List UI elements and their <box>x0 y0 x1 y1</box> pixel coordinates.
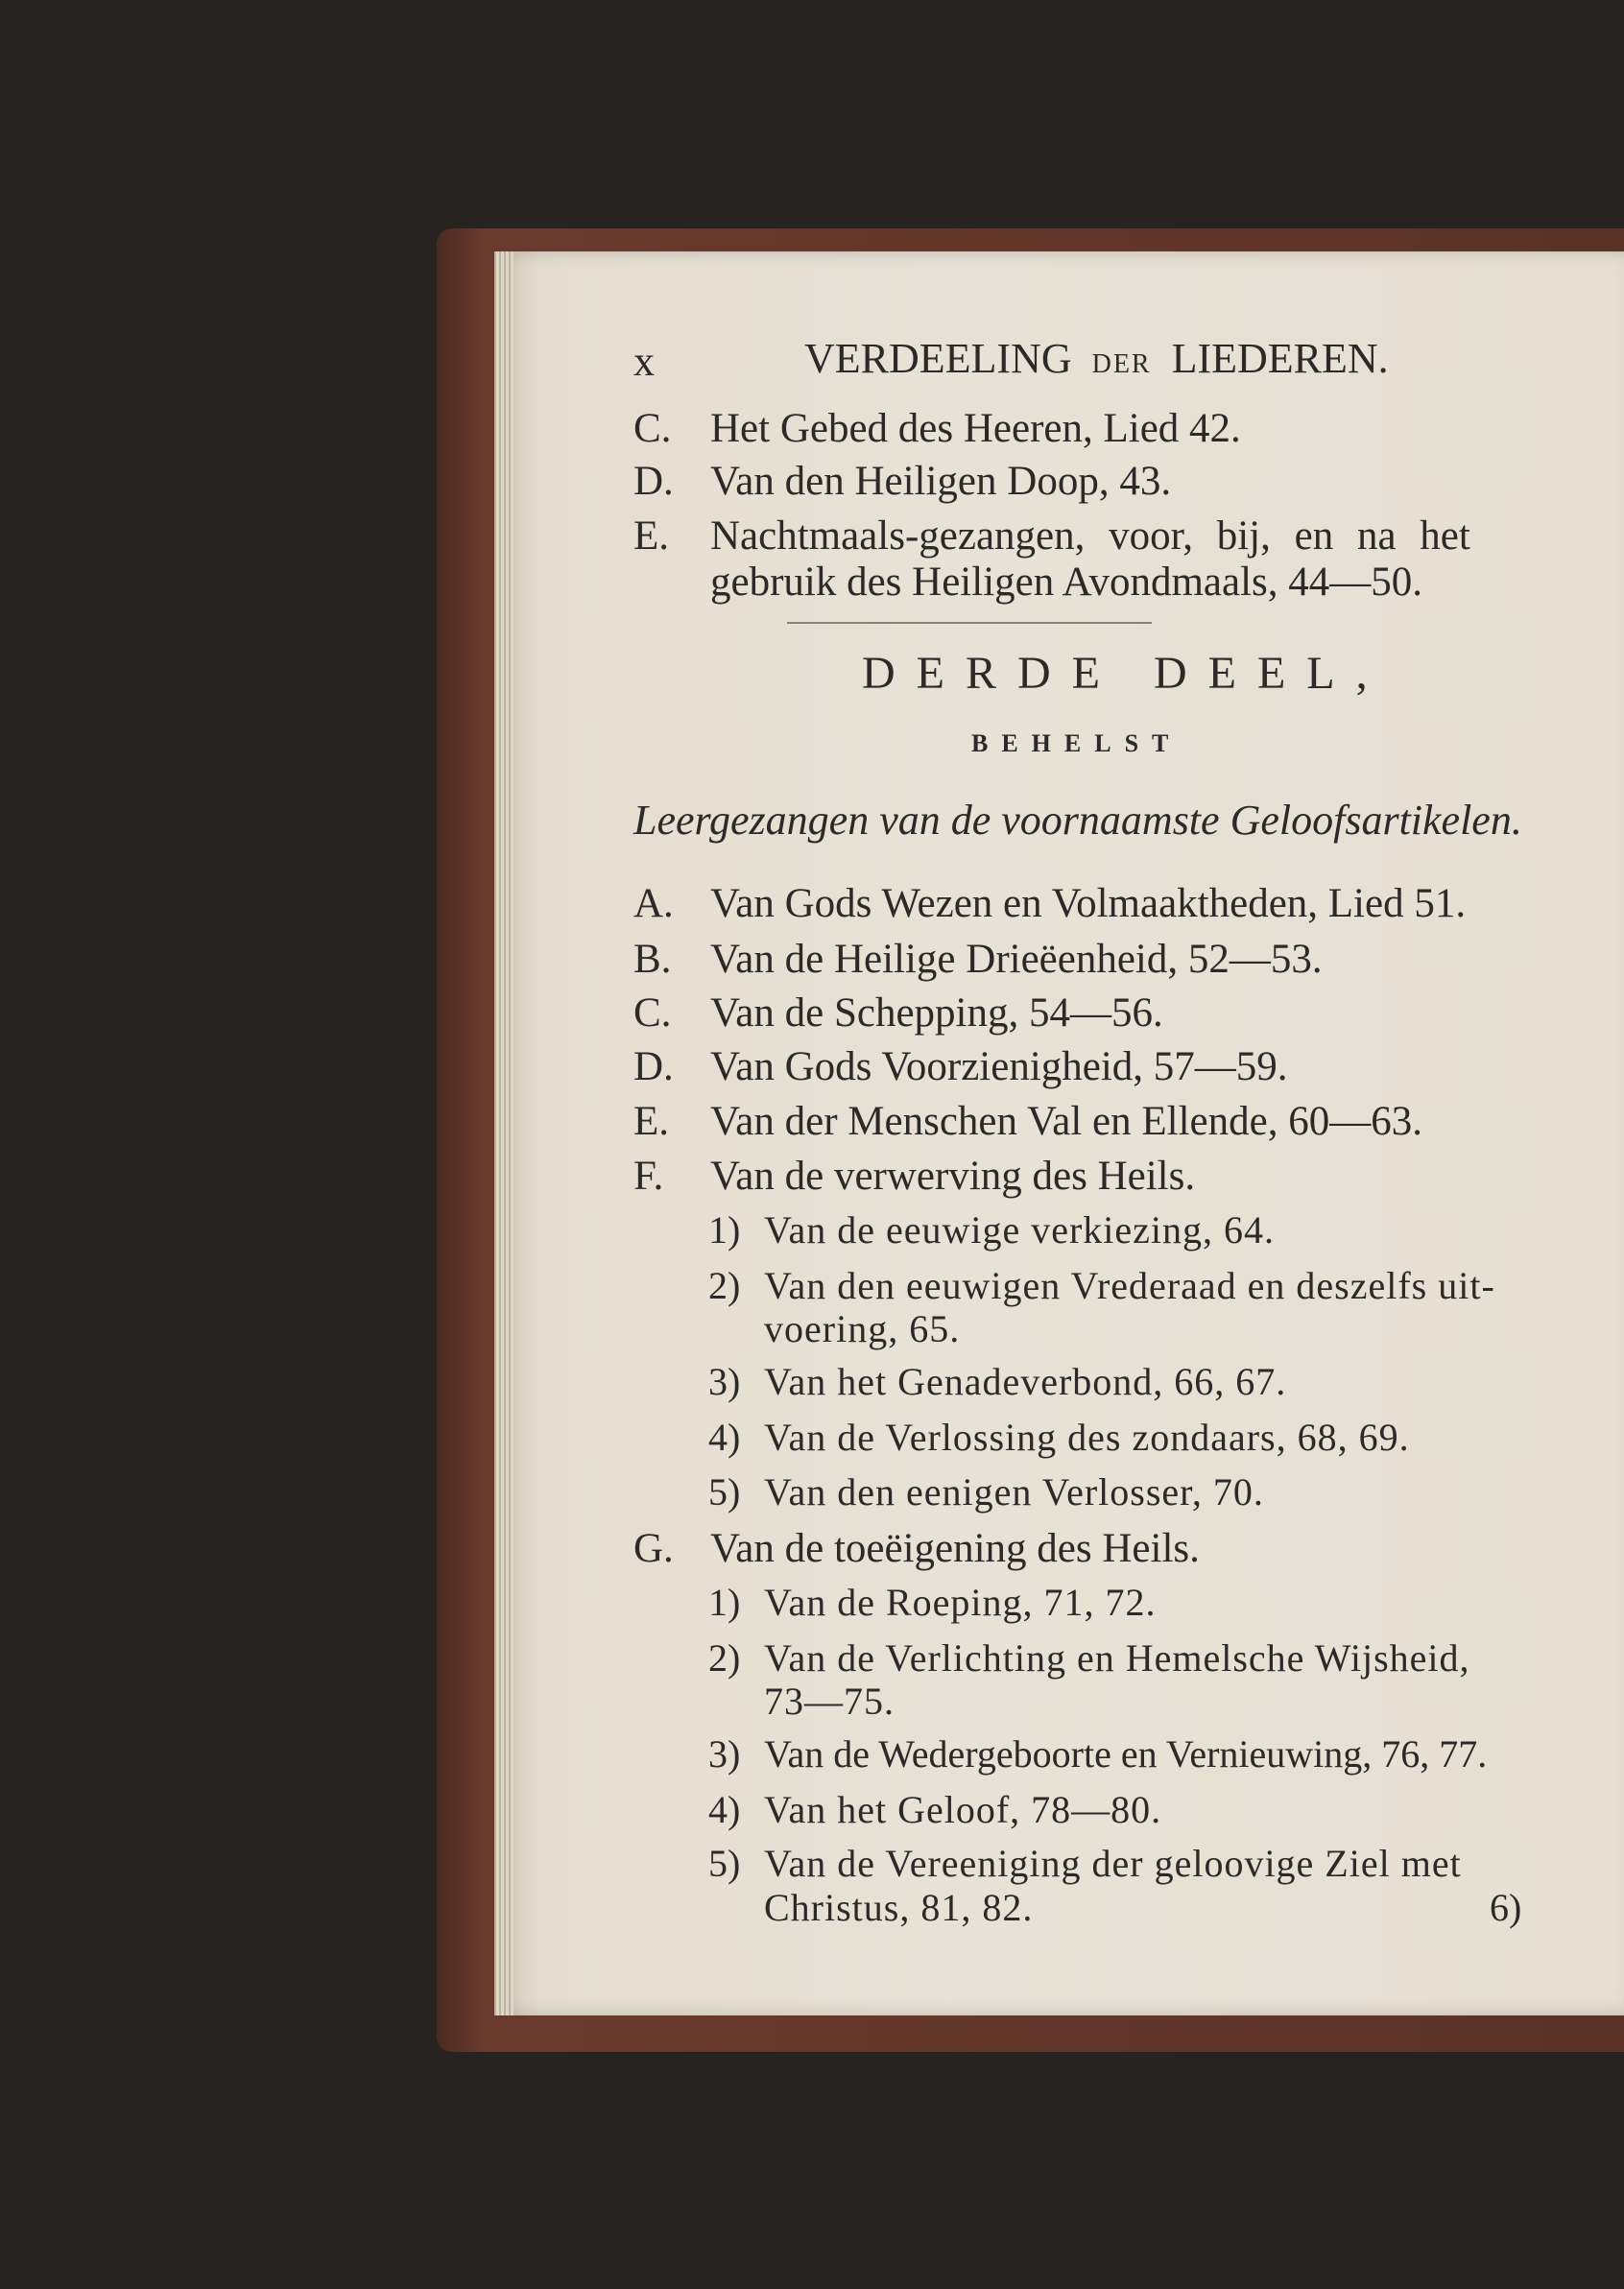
item-letter: G. <box>633 1526 674 1571</box>
item-text: Van de toeëigening des Heils. <box>710 1526 1200 1571</box>
item-letter: A. <box>633 881 674 926</box>
section-title: DERDE DEEL, <box>862 648 1389 699</box>
subitem-text: Van het Genadeverbond, 66, 67. <box>764 1360 1287 1403</box>
item-letter: C. <box>633 990 672 1036</box>
subitem-number: 1) <box>708 1208 741 1252</box>
catchword: 6) <box>1490 1886 1522 1929</box>
item-text: Het Gebed des Heeren, Lied 42. <box>710 406 1241 451</box>
subitem-text: Van de Verlossing des zondaars, 68, 69. <box>764 1416 1410 1459</box>
running-title-c: LIEDEREN. <box>1171 335 1389 382</box>
running-title <box>804 335 1389 382</box>
item-text: Van Gods Voorzienigheid, 57—59. <box>710 1044 1288 1089</box>
item-text: Van den Heiligen Doop, 43. <box>710 459 1172 504</box>
subitem-number: 5) <box>708 1842 741 1885</box>
subitem-number: 4) <box>708 1416 741 1459</box>
item-text: Van der Menschen Val en Ellende, 60—63. <box>710 1099 1422 1144</box>
subitem-text: Van den eenigen Verlosser, 70. <box>764 1470 1264 1514</box>
running-title-b: DER <box>1091 349 1152 379</box>
item-letter: B. <box>633 937 672 982</box>
item-letter: E. <box>633 513 670 559</box>
subitem-text: Van de Wedergeboorte en Vernieuwing, 76, 77. <box>764 1732 1488 1776</box>
subitem-text: Van de eeuwige verkiezing, 64. <box>764 1208 1276 1252</box>
item-text: Van de Schepping, 54—56. <box>710 990 1163 1036</box>
subitem-number: 5) <box>708 1470 741 1514</box>
subitem-text: Van het Geloof, 78—80. <box>764 1788 1162 1831</box>
item-text-continued: gebruik des Heiligen Avondmaals, 44—50. <box>710 560 1423 605</box>
subitem-text: Van de Verlichting en Hemelsche Wijsheid, <box>764 1636 1470 1680</box>
section-rule <box>787 622 1152 624</box>
subitem-number: 2) <box>708 1636 741 1680</box>
item-letter: C. <box>633 406 672 451</box>
item-text: Van Gods Wezen en Volmaaktheden, Lied 51. <box>710 881 1467 926</box>
subitem-text-continued: 73—75. <box>764 1680 895 1723</box>
item-letter: E. <box>633 1099 670 1144</box>
page-number: x <box>633 338 655 385</box>
running-title-a: VERDEELING <box>804 335 1072 382</box>
subitem-number: 4) <box>708 1788 741 1831</box>
section-subtitle: BEHELST <box>971 729 1182 757</box>
item-text: Van de Heilige Drieëenheid, 52—53. <box>710 937 1323 982</box>
subitem-number: 2) <box>708 1264 741 1307</box>
item-letter: F. <box>633 1154 664 1199</box>
subitem-text-continued: voering, 65. <box>764 1307 961 1350</box>
item-letter: D. <box>633 459 674 504</box>
subitem-number: 1) <box>708 1581 741 1624</box>
subitem-number: 3) <box>708 1360 741 1403</box>
item-letter: D. <box>633 1044 674 1089</box>
item-text: Van de verwerving des Heils. <box>710 1154 1196 1199</box>
subitem-number: 3) <box>708 1732 741 1776</box>
subitem-text: Van den eeuwigen Vrederaad en deszelfs uit- <box>764 1264 1495 1307</box>
subitem-text-continued: Christus, 81, 82. <box>764 1886 1034 1929</box>
page-edges <box>494 251 513 2015</box>
section-description: Leergezangen van de voornaamste Geloofsartikelen. <box>633 797 1522 844</box>
subitem-text: Van de Roeping, 71, 72. <box>764 1581 1157 1624</box>
subitem-text: Van de Vereeniging der geloovige Ziel met <box>764 1842 1462 1885</box>
item-text: Nachtmaals-gezangen, voor, bij, en na het <box>710 513 1470 559</box>
